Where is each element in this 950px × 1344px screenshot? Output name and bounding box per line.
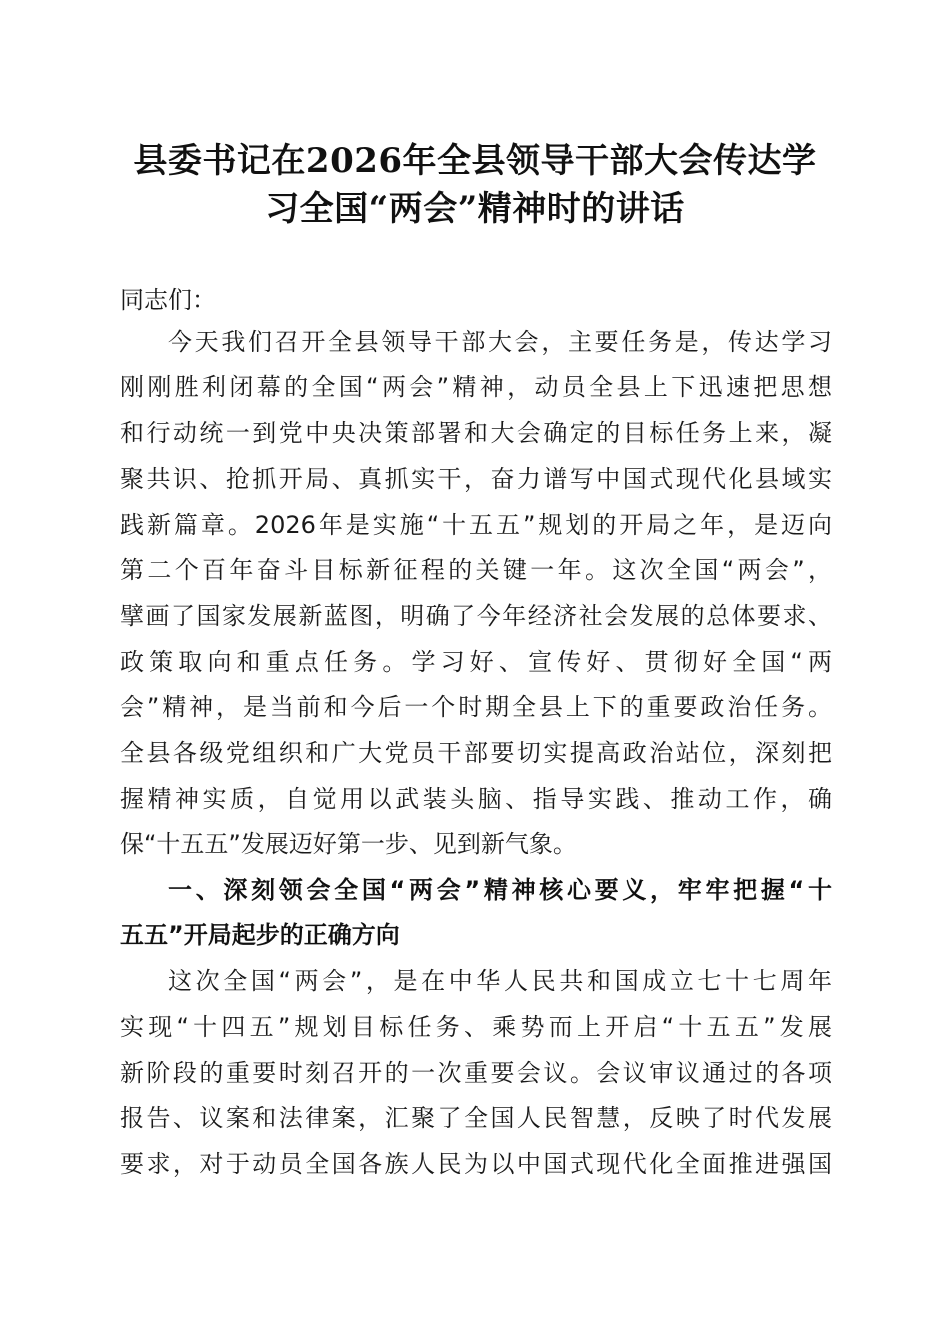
body-line: 新阶段的重要时刻召开的一次重要会议。会议审议通过的各项 [120,1059,832,1087]
section-heading: 五五”开局起步的正确方向 [120,921,400,949]
body-line: 报告、议案和法律案，汇聚了全国人民智慧，反映了时代发展 [120,1104,832,1132]
body-line: 聚共识、抢抓开局、真抓实干，奋力谱写中国式现代化县域实 [120,465,832,493]
salutation: 同志们： [120,286,216,314]
body-line: 政策取向和重点任务。学习好、宣传好、贯彻好全国“两 [120,648,832,676]
body-line: 握精神实质，自觉用以武装头脑、指导实践、推动工作，确 [120,785,832,813]
body-line: 这次全国“两会”，是在中华人民共和国成立七十七周年 [168,967,832,995]
body-line: 第二个百年奋斗目标新征程的关键一年。这次全国“两会”， [120,556,832,584]
section-heading: 一、深刻领会全国“两会”精神核心要义，牢牢把握“十 [168,876,832,904]
body-line: 要求，对于动员全国各族人民为以中国式现代化全面推进强国 [120,1150,832,1178]
body-line: 实现“十四五”规划目标任务、乘势而上开启“十五五”发展 [120,1013,832,1041]
body-line: 擘画了国家发展新蓝图，明确了今年经济社会发展的总体要求、 [120,602,832,630]
body-line: 会”精神，是当前和今后一个时期全县上下的重要政治任务。 [120,693,832,721]
body-line: 保“十五五”发展迈好第一步、见到新气象。 [120,830,577,858]
title-line-1: 县委书记在2026年全县领导干部大会传达学 [133,141,817,181]
body-line: 全县各级党组织和广大党员干部要切实提高政治站位，深刻把 [120,739,832,767]
title-line-2: 习全国“两会”精神时的讲话 [265,189,685,229]
body-line: 今天我们召开全县领导干部大会，主要任务是，传达学习 [168,328,832,356]
body-line: 践新篇章。2026年是实施“十五五”规划的开局之年，是迈向 [120,511,832,539]
body-line: 和行动统一到党中央决策部署和大会确定的目标任务上来，凝 [120,419,832,447]
body-line: 刚刚胜利闭幕的全国“两会”精神，动员全县上下迅速把思想 [120,373,832,401]
